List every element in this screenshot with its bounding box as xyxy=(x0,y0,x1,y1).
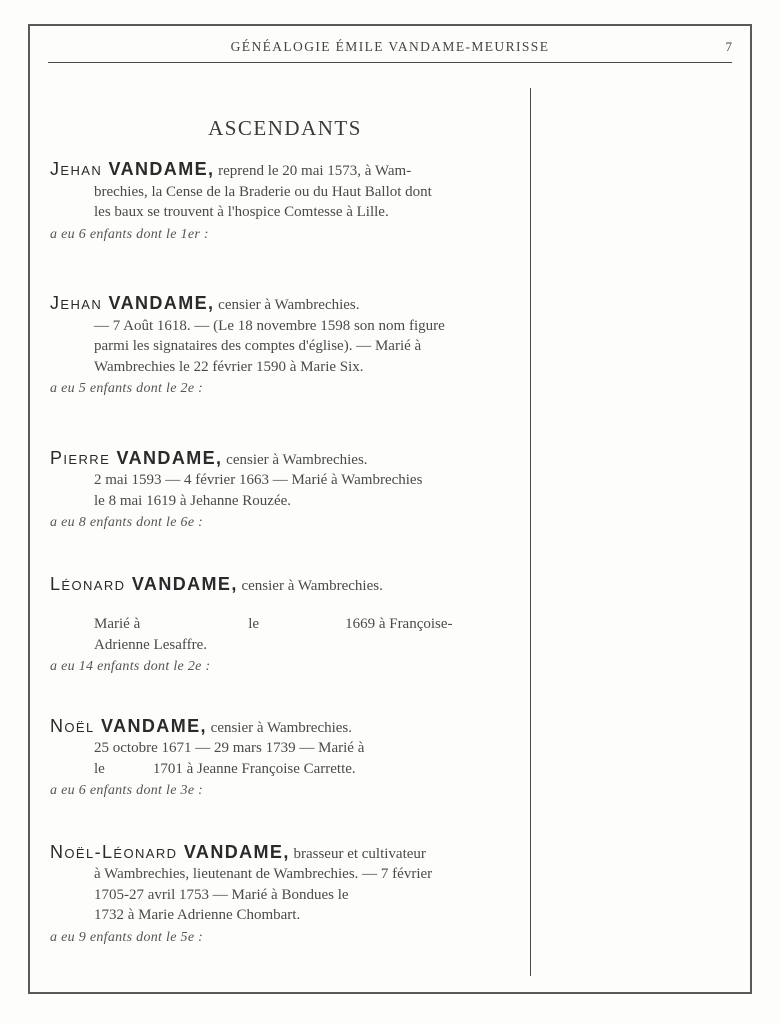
page-number: 7 xyxy=(725,39,732,54)
genealogy-entry xyxy=(50,574,520,678)
body-line: parmi les signataires des comptes d'église). — Marié à xyxy=(94,338,422,354)
entry-heading-text: censier à Wambrechies. xyxy=(241,577,383,594)
body-fragment: le xyxy=(94,760,105,777)
body-line: brechies, la Cense de la Braderie ou du Haut Ballot dont xyxy=(94,183,432,200)
person-name: Léonard VANDAME, xyxy=(50,573,238,594)
body-line: Adrienne Lesaffre. xyxy=(94,636,207,653)
entry-heading-text: censier à Wambrechies. xyxy=(210,719,353,736)
body-line: — 7 Août 1618. — (Le 18 novembre 1598 son nom figure xyxy=(94,317,445,334)
entry-body xyxy=(94,316,520,378)
entry-body xyxy=(94,470,520,511)
entry-heading xyxy=(50,448,520,471)
person-name: Jehan VANDAME, xyxy=(50,159,215,179)
body-fragment: le xyxy=(248,616,260,632)
page-frame xyxy=(28,24,752,994)
body-line: 1732 à Marie Adrienne Chombart. xyxy=(94,907,301,923)
body-fragment: Marié à xyxy=(94,616,141,632)
children-note: a eu 9 enfants dont le 5e : xyxy=(50,929,204,945)
running-title: GÉNÉALOGIE ÉMILE VANDAME-MEURISSE xyxy=(230,39,550,54)
children-note: a eu 6 enfants dont le 3e : xyxy=(50,783,204,798)
entry-heading xyxy=(50,842,520,865)
body-line: 25 octobre 1671 — 29 mars 1739 — Marié à xyxy=(94,740,365,756)
person-name: Jehan VANDAME, xyxy=(50,293,215,313)
entry-heading-text: censier à Wambrechies. xyxy=(226,451,368,468)
children-note: a eu 6 enfants dont le 1er : xyxy=(50,226,209,242)
children-note: a eu 8 enfants dont le 6e : xyxy=(50,515,204,530)
entry-body xyxy=(94,182,520,223)
entry-heading xyxy=(50,574,520,597)
surname: VANDAME xyxy=(183,841,284,862)
person-name: Noël-Léonard VANDAME, xyxy=(50,841,290,862)
children-note: a eu 14 enfants dont le 2e : xyxy=(50,659,211,674)
surname: VANDAME xyxy=(131,573,232,594)
entry-heading xyxy=(50,716,520,739)
main-column xyxy=(50,116,520,948)
given-name: Jehan xyxy=(50,159,103,179)
entry-body xyxy=(94,864,520,926)
surname: VANDAME xyxy=(101,715,201,736)
entry-heading xyxy=(50,159,520,182)
body-line: le 8 mai 1619 à Jehanne Rouzée. xyxy=(94,492,292,509)
body-line: Wambrechies le 22 février 1590 à Marie Six. xyxy=(94,358,364,375)
surname: VANDAME xyxy=(108,159,208,179)
body-line: à Wambrechies, lieutenant de Wambrechies. — 7 février xyxy=(94,866,433,882)
entry-heading xyxy=(50,293,520,316)
genealogy-entry xyxy=(50,293,520,400)
genealogy-entry xyxy=(50,159,520,245)
body-line: 1705-27 avril 1753 — Marié à Bondues le xyxy=(94,886,349,903)
given-name: Pierre xyxy=(50,447,111,468)
given-name: Léonard xyxy=(50,573,126,594)
column-divider xyxy=(530,88,531,976)
children-note: a eu 5 enfants dont le 2e : xyxy=(50,381,204,396)
section-title: ASCENDANTS xyxy=(208,116,362,140)
page-header xyxy=(48,36,732,63)
genealogy-entry xyxy=(50,842,520,949)
given-name: Noël xyxy=(50,715,95,736)
genealogy-entry xyxy=(50,448,520,534)
body-line: 2 mai 1593 — 4 février 1663 — Marié à Wambrechies xyxy=(94,472,423,488)
surname: VANDAME xyxy=(108,293,208,313)
entry-body xyxy=(94,738,520,779)
surname: VANDAME xyxy=(116,447,217,468)
given-name: Jehan xyxy=(50,293,103,313)
body-line: les baux se trouvent à l'hospice Comtesse à Lille. xyxy=(94,204,389,220)
given-name: Noël-Léonard xyxy=(50,841,178,862)
genealogy-entry xyxy=(50,716,520,802)
entry-heading-text: brasseur et cultivateur xyxy=(293,845,426,862)
person-name: Noël VANDAME, xyxy=(50,715,207,736)
entry-body xyxy=(94,614,520,655)
person-name: Pierre VANDAME, xyxy=(50,447,223,468)
entry-heading-text: reprend le 20 mai 1573, à Wam- xyxy=(218,163,412,179)
body-fragment: 1669 à Françoise- xyxy=(345,616,453,632)
entry-heading-text: censier à Wambrechies. xyxy=(218,297,360,313)
body-fragment: 1701 à Jeanne Françoise Carrette. xyxy=(152,760,356,777)
